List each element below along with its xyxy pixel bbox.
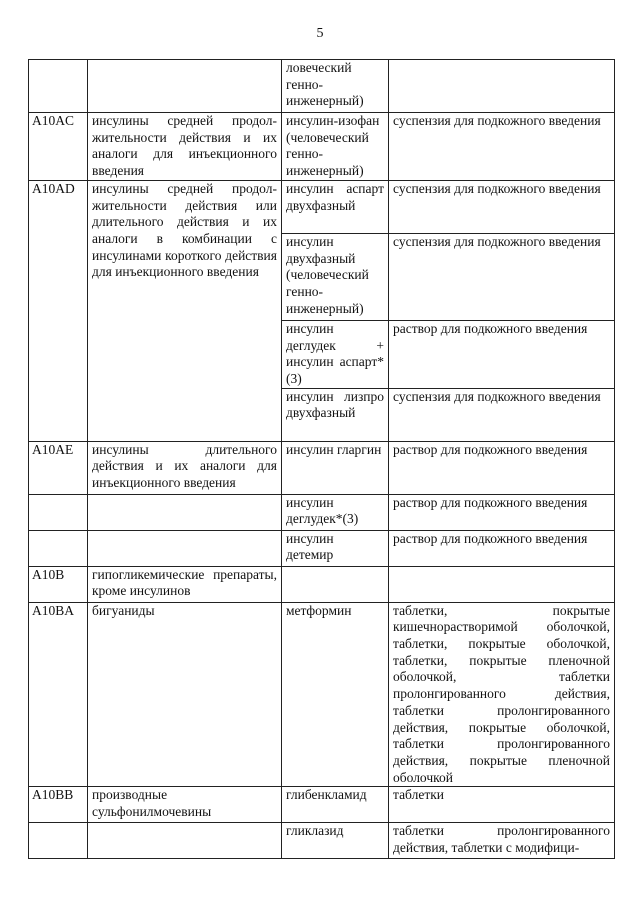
group-name-cell bbox=[88, 494, 282, 530]
dosage-form-cell: суспензия для подкожного введения bbox=[389, 388, 615, 441]
atc-code-cell: A10B bbox=[29, 566, 88, 602]
group-name-cell bbox=[88, 60, 282, 113]
group-name-cell bbox=[88, 530, 282, 566]
table-row bbox=[29, 113, 615, 181]
dosage-form-cell: суспензия для подкожного введения bbox=[389, 180, 615, 233]
group-name-cell bbox=[88, 823, 282, 859]
drug-classification-table bbox=[28, 59, 615, 859]
dosage-form-cell: таблетки bbox=[389, 787, 615, 823]
table-row bbox=[29, 494, 615, 530]
dosage-form-cell: таблетки, покрытые кишечнорастворимой оболочкой, таблетки, покрытые оболочкой, таблетки, покрытые пленочной оболочкой, таблетки пролонгированного действия, таблетки пролонгированного действия, покрытые оболочкой, таблетки пролонгированного действия, покрытые пленочной оболочкой bbox=[389, 602, 615, 787]
group-name-cell: бигуаниды bbox=[88, 602, 282, 787]
group-name-cell: инсулины средней продол-жительности действия или длительного действия и их аналоги в комбинации с инсулинами короткого действия для инъекционного введения bbox=[88, 180, 282, 441]
drug-name-cell: инсулин двухфазный (человеческий генно-инженерный) bbox=[282, 233, 389, 320]
dosage-form-cell: суспензия для подкожного введения bbox=[389, 113, 615, 181]
drug-name-cell: инсулин гларгин bbox=[282, 441, 389, 494]
table-row bbox=[29, 787, 615, 823]
table-row bbox=[29, 441, 615, 494]
group-name-cell: инсулины средней продол-жительности действия и их аналоги для инъекционного введения bbox=[88, 113, 282, 181]
drug-name-cell bbox=[282, 566, 389, 602]
group-name-cell: инсулины длительного действия и их аналоги для инъекционного введения bbox=[88, 441, 282, 494]
table-row bbox=[29, 180, 615, 233]
atc-code-cell bbox=[29, 530, 88, 566]
drug-name-cell: инсулин-изофан (человеческий генно-инженерный) bbox=[282, 113, 389, 181]
atc-code-cell bbox=[29, 823, 88, 859]
atc-code-cell: A10AE bbox=[29, 441, 88, 494]
page-number: 5 bbox=[316, 26, 324, 41]
dosage-form-cell: раствор для подкожного введения bbox=[389, 441, 615, 494]
atc-code-cell: A10BA bbox=[29, 602, 88, 787]
atc-code-cell: A10AC bbox=[29, 113, 88, 181]
dosage-form-cell bbox=[389, 60, 615, 113]
table-row bbox=[29, 823, 615, 859]
table-row bbox=[29, 602, 615, 787]
dosage-form-cell: суспензия для подкожного введения bbox=[389, 233, 615, 320]
atc-code-cell bbox=[29, 60, 88, 113]
drug-name-cell: инсулин деглудек + инсулин аспарт*(3) bbox=[282, 320, 389, 388]
table-row bbox=[29, 60, 615, 113]
atc-code-cell: A10BB bbox=[29, 787, 88, 823]
drug-name-cell: инсулин деглудек*(3) bbox=[282, 494, 389, 530]
drug-name-cell: гликлазид bbox=[282, 823, 389, 859]
table-row bbox=[29, 530, 615, 566]
dosage-form-cell: раствор для подкожного введения bbox=[389, 494, 615, 530]
drug-name-cell: инсулин детемир bbox=[282, 530, 389, 566]
drug-name-cell: метформин bbox=[282, 602, 389, 787]
dosage-form-cell bbox=[389, 566, 615, 602]
drug-name-cell: ловеческий генно-инженерный) bbox=[282, 60, 389, 113]
group-name-cell: производные сульфонилмочевины bbox=[88, 787, 282, 823]
atc-code-cell bbox=[29, 494, 88, 530]
drug-name-cell: инсулин лизпро двухфазный bbox=[282, 388, 389, 441]
dosage-form-cell: раствор для подкожного введения bbox=[389, 320, 615, 388]
dosage-form-cell: раствор для подкожного введения bbox=[389, 530, 615, 566]
dosage-form-cell: таблетки пролонгированного действия, таблетки с модифици- bbox=[389, 823, 615, 859]
drug-name-cell: глибенкламид bbox=[282, 787, 389, 823]
drug-name-cell: инсулин аспарт двухфазный bbox=[282, 180, 389, 233]
group-name-cell: гипогликемические препараты, кроме инсулинов bbox=[88, 566, 282, 602]
table-row bbox=[29, 566, 615, 602]
atc-code-cell: A10AD bbox=[29, 180, 88, 441]
